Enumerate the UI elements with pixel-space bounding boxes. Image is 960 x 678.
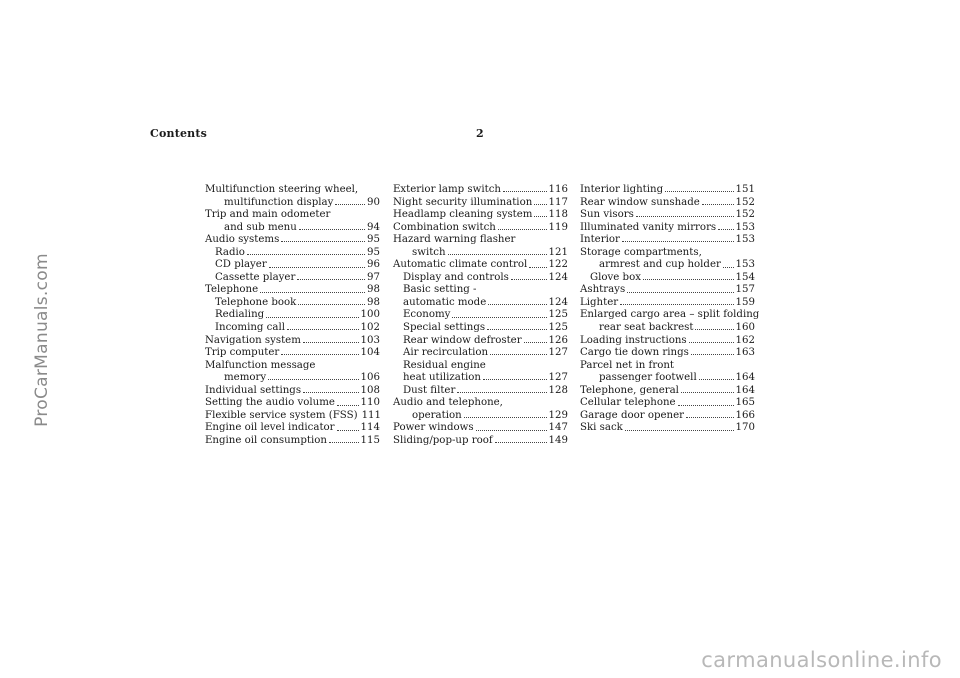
toc-entry[interactable]	[580, 234, 755, 247]
toc-entry-title: Audio and telephone,	[393, 397, 503, 409]
toc-column-2	[393, 184, 568, 447]
toc-entry[interactable]	[393, 222, 568, 235]
dot-leader	[691, 354, 734, 355]
toc-entry-title: Interior lighting	[580, 184, 664, 195]
dot-leader	[476, 430, 547, 431]
toc-entry[interactable]	[580, 297, 755, 310]
toc-entry[interactable]	[393, 422, 568, 435]
toc-page-number: 125	[548, 322, 568, 334]
toc-page-number: 165	[735, 397, 755, 409]
toc-entry-title: multifunction display	[224, 196, 334, 208]
toc-entry[interactable]	[580, 335, 755, 348]
toc-entry[interactable]	[205, 247, 380, 260]
dot-leader	[625, 430, 734, 431]
toc-entry-title: Cassette player	[215, 271, 296, 283]
toc-entry-title: Radio	[215, 246, 245, 258]
dot-leader	[699, 379, 734, 380]
toc-entry-title: Hazard warning flasher	[393, 234, 516, 246]
toc-entry-title: Audio systems	[205, 234, 280, 246]
toc-page-number: 164	[735, 372, 755, 384]
toc-page-number: 157	[735, 284, 755, 296]
toc-page-number: 153	[735, 221, 755, 233]
toc-page-number: 119	[548, 221, 568, 233]
toc-page-number: 104	[360, 347, 380, 359]
toc-entry-title: Air recirculation	[403, 347, 489, 359]
dot-leader	[488, 304, 546, 305]
toc-entry-title: Cellular telephone	[580, 397, 676, 409]
dot-leader	[678, 405, 734, 406]
toc-page-number: 98	[367, 284, 380, 296]
toc-entry-title: Glove box	[590, 271, 641, 283]
toc-entry[interactable]	[580, 247, 755, 272]
dot-leader	[723, 267, 734, 268]
dot-leader	[269, 267, 365, 268]
toc-entry-title: CD player	[215, 259, 267, 271]
toc-page-number: 121	[548, 246, 568, 258]
dot-leader	[335, 204, 365, 205]
dot-leader	[529, 267, 546, 268]
toc-entry-title: Economy	[403, 309, 451, 321]
dot-leader	[457, 392, 546, 393]
toc-page-number: 110	[360, 397, 380, 409]
section-title: Contents	[150, 127, 208, 140]
toc-entry-title: Trip computer	[205, 347, 280, 359]
dot-leader	[337, 405, 359, 406]
toc-entry-title: Telephone	[205, 284, 259, 296]
toc-entry[interactable]	[205, 347, 380, 360]
toc-entry[interactable]	[393, 335, 568, 348]
toc-page-number: 162	[735, 334, 755, 346]
toc-entry-title: Flexible service system (FSS)	[205, 409, 358, 421]
toc-page-number: 95	[367, 234, 380, 246]
toc-entry[interactable]	[580, 284, 755, 297]
toc-entry[interactable]	[205, 435, 380, 448]
toc-entry[interactable]	[205, 284, 380, 297]
toc-page-number: 149	[548, 434, 568, 446]
dot-leader	[643, 279, 734, 280]
toc-entry-title: Cargo tie down rings	[580, 347, 689, 359]
toc-entry-title: Rear window defroster	[403, 334, 522, 346]
toc-entry-title: Navigation system	[205, 334, 301, 346]
toc-entry-title: memory	[224, 372, 267, 384]
toc-entry-title: Incoming call	[215, 322, 285, 334]
toc-entry[interactable]	[580, 422, 755, 435]
toc-entry-title: Ashtrays	[580, 284, 626, 296]
toc-entry[interactable]	[205, 184, 380, 209]
toc-entry[interactable]	[393, 309, 568, 322]
toc-entry-title: Individual settings	[205, 384, 302, 396]
dot-leader	[498, 229, 547, 230]
toc-entry[interactable]	[580, 360, 755, 385]
dot-leader	[689, 342, 734, 343]
dot-leader	[490, 354, 546, 355]
toc-page-number: 163	[735, 347, 755, 359]
toc-page-number: 127	[548, 347, 568, 359]
toc-entry-title: and sub menu	[224, 221, 297, 233]
toc-entry-title: Trip and main odometer	[205, 209, 331, 221]
toc-entry[interactable]	[205, 209, 380, 234]
toc-entry-title: Lighter	[580, 296, 619, 308]
toc-entry[interactable]	[580, 222, 755, 235]
toc-page-number: 159	[735, 296, 755, 308]
toc-page-number: 98	[367, 296, 380, 308]
toc-entry-title: Night security illumination	[393, 196, 533, 208]
dot-leader	[534, 204, 546, 205]
dot-leader	[329, 442, 359, 443]
toc-entry-title: Enlarged cargo area – split folding	[580, 309, 760, 321]
dot-leader	[448, 254, 547, 255]
toc-entry-title: Automatic climate control	[393, 259, 528, 271]
toc-page-number: 153	[735, 234, 755, 246]
dot-leader	[247, 254, 365, 255]
toc-entry-title: Storage compartments,	[580, 246, 702, 258]
toc-entry[interactable]	[393, 435, 568, 448]
toc-entry-title: Display and controls	[403, 271, 509, 283]
toc-entry-title: Special settings	[403, 322, 486, 334]
toc-entry[interactable]	[393, 322, 568, 335]
toc-entry[interactable]	[205, 397, 380, 410]
toc-entry-title: Malfunction message	[205, 359, 316, 371]
toc-entry-title: Loading instructions	[580, 334, 687, 346]
toc-entry[interactable]	[393, 284, 568, 309]
toc-entry-title: Sun visors	[580, 209, 634, 221]
toc-page-number: 111	[361, 409, 382, 421]
toc-page-number: 154	[735, 271, 755, 283]
toc-entry[interactable]	[580, 397, 755, 410]
toc-page-number: 103	[360, 334, 380, 346]
toc-entry-title: Residual engine	[403, 359, 486, 371]
toc-page-number: 116	[548, 184, 568, 195]
toc-page-number: 100	[360, 309, 380, 321]
toc-page-number: 124	[548, 296, 568, 308]
toc-entry[interactable]	[393, 197, 568, 210]
dot-leader	[622, 241, 734, 242]
toc-entry-title: heat utilization	[403, 372, 481, 384]
toc-entry-title: Parcel net in front	[580, 359, 674, 371]
toc-entry-title: Redialing	[215, 309, 265, 321]
toc-entry-title: operation	[412, 409, 462, 421]
toc-entry-title: Rear window sunshade	[580, 196, 700, 208]
page-number: 2	[476, 127, 484, 140]
toc-entry[interactable]	[580, 385, 755, 398]
toc-entry[interactable]	[393, 184, 568, 197]
dot-leader	[620, 304, 733, 305]
toc-page-number: 166	[735, 409, 755, 421]
toc-entry[interactable]	[580, 197, 755, 210]
dot-leader	[503, 191, 547, 192]
toc-page-number: 95	[367, 246, 380, 258]
toc-page-number: 115	[360, 434, 380, 446]
toc-entry-title: Telephone book	[215, 296, 297, 308]
dot-leader	[483, 379, 547, 380]
toc-page-number: 129	[548, 409, 568, 421]
toc-entry[interactable]	[205, 297, 380, 310]
toc-page-number: 96	[367, 259, 380, 271]
toc-entry-title: passenger footwell	[599, 372, 697, 384]
toc-entry-title: Ski sack	[580, 422, 623, 434]
toc-page-number: 128	[548, 384, 568, 396]
dot-leader	[524, 342, 547, 343]
dot-leader	[268, 379, 358, 380]
dot-leader	[627, 292, 733, 293]
dot-leader	[281, 241, 365, 242]
toc-page-number: 127	[548, 372, 568, 384]
toc-entry-title: automatic mode	[403, 296, 487, 308]
toc-entry[interactable]	[205, 335, 380, 348]
dot-leader	[303, 392, 359, 393]
toc-entry[interactable]	[205, 385, 380, 398]
toc-entry[interactable]	[205, 360, 380, 385]
toc-entry[interactable]	[205, 309, 380, 322]
dot-leader	[299, 229, 365, 230]
dot-leader	[511, 279, 547, 280]
dot-leader	[702, 204, 734, 205]
toc-entry-title: armrest and cup holder	[599, 259, 721, 271]
toc-entry-title: Headlamp cleaning system	[393, 209, 533, 221]
dot-leader	[487, 329, 546, 330]
toc-entry[interactable]	[393, 272, 568, 285]
toc-entry[interactable]	[393, 385, 568, 398]
toc-entry-title: Combination switch	[393, 221, 496, 233]
dot-leader	[337, 430, 359, 431]
toc-page-number: 151	[735, 184, 755, 195]
toc-entry-title: Setting the audio volume	[205, 397, 335, 409]
dot-leader	[266, 317, 358, 318]
toc-entry[interactable]	[205, 259, 380, 272]
toc-page-number: 94	[367, 221, 380, 233]
toc-page-number: 102	[360, 322, 380, 334]
dot-leader	[297, 279, 365, 280]
dot-leader	[718, 229, 733, 230]
toc-entry-title: Dust filter	[403, 384, 456, 396]
dot-leader	[287, 329, 359, 330]
toc-page-number: 117	[548, 196, 568, 208]
toc-entry-title: Basic setting -	[403, 284, 477, 296]
toc-entry[interactable]	[580, 272, 755, 285]
toc-page-number: 152	[735, 209, 755, 221]
toc-entry[interactable]	[205, 234, 380, 247]
toc-page-number: 114	[360, 422, 380, 434]
toc-entry[interactable]	[393, 347, 568, 360]
toc-page-number: 118	[548, 209, 568, 221]
toc-entry[interactable]	[205, 322, 380, 335]
toc-page-number: 170	[735, 422, 755, 434]
toc-entry-title: Multifunction steering wheel,	[205, 184, 359, 195]
dot-leader	[303, 342, 359, 343]
toc-entry[interactable]	[580, 347, 755, 360]
toc-page-number: 108	[360, 384, 380, 396]
dot-leader	[695, 329, 733, 330]
dot-leader	[281, 354, 358, 355]
dot-leader	[665, 191, 733, 192]
toc-column-1	[205, 184, 380, 447]
toc-entry[interactable]	[580, 309, 760, 334]
toc-entry[interactable]	[393, 209, 568, 222]
toc-page-number: 90	[367, 196, 380, 208]
toc-page-number: 160	[735, 322, 755, 334]
dot-leader	[686, 417, 734, 418]
dot-leader	[636, 216, 734, 217]
toc-page-number: 164	[735, 384, 755, 396]
toc-page-number: 152	[735, 196, 755, 208]
dot-leader	[495, 442, 547, 443]
toc-entry-title: switch	[412, 246, 446, 258]
watermark-bottom: carmanualsonline.info	[701, 648, 942, 672]
dot-leader	[298, 304, 365, 305]
watermark-left: ProCarManuals.com	[32, 253, 52, 427]
toc-page-number: 153	[735, 259, 755, 271]
toc-entry-title: Exterior lamp switch	[393, 184, 501, 195]
toc-entry-title: Garage door opener	[580, 409, 684, 421]
toc-entry[interactable]	[393, 234, 568, 259]
dot-leader	[534, 216, 546, 217]
toc-page-number: 147	[548, 422, 568, 434]
toc-page-number: 126	[548, 334, 568, 346]
toc-entry-title: Engine oil level indicator	[205, 422, 335, 434]
toc-entry-title: Interior	[580, 234, 620, 246]
toc-entry[interactable]	[580, 410, 755, 423]
dot-leader	[452, 317, 546, 318]
toc-entry-title: Illuminated vanity mirrors	[580, 221, 717, 233]
toc-entry[interactable]	[205, 422, 380, 435]
toc-entry-title: Power windows	[393, 422, 474, 434]
toc-column-3	[580, 184, 760, 435]
toc-entry[interactable]	[580, 209, 755, 222]
toc-entry[interactable]	[205, 272, 380, 285]
toc-entry-title: Engine oil consumption	[205, 434, 327, 446]
toc-entry[interactable]	[580, 184, 755, 197]
toc-entry[interactable]	[393, 397, 568, 422]
toc-entry[interactable]	[393, 259, 568, 272]
toc-page-number: 122	[548, 259, 568, 271]
toc-entry-title: rear seat backrest	[599, 322, 694, 334]
toc-entry-title: Sliding/pop-up roof	[393, 434, 493, 446]
dot-leader	[464, 417, 547, 418]
toc-entry-title: Telephone, general	[580, 384, 679, 396]
toc-page-number: 124	[548, 271, 568, 283]
toc-page-number: 97	[367, 271, 380, 283]
dot-leader	[260, 292, 365, 293]
dot-leader	[681, 392, 734, 393]
toc-page-number: 125	[548, 309, 568, 321]
toc-entry[interactable]	[205, 410, 380, 423]
toc-page-number: 106	[360, 372, 380, 384]
toc-entry[interactable]	[393, 360, 568, 385]
